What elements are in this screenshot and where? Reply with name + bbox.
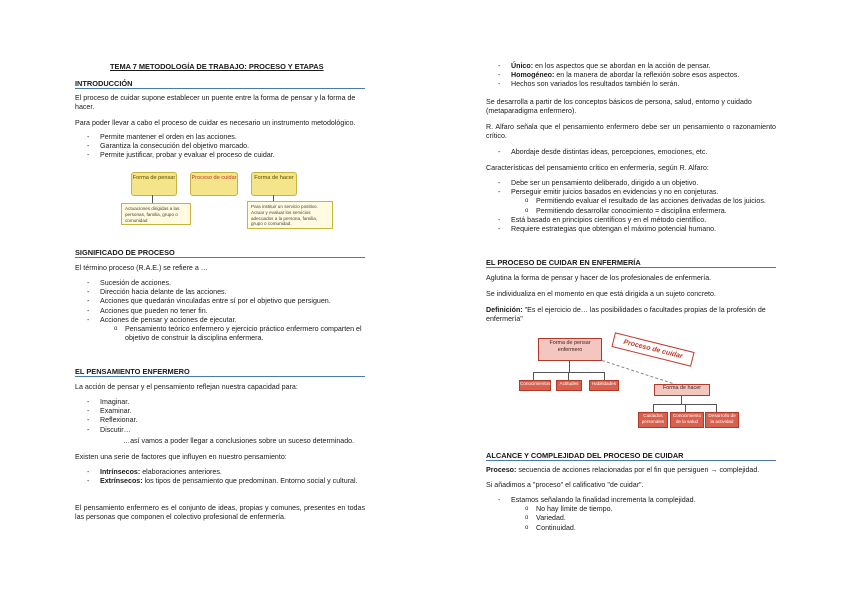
list-item: - Imaginar. (75, 398, 365, 407)
sublist-item: o Permitiendo desarrollar conocimiento = disciplina enfermera. (511, 207, 776, 216)
cuidados-box: Cuidados personales (638, 412, 668, 428)
connector-line (653, 404, 654, 412)
connector-line (681, 396, 682, 404)
list-item: - Debe ser un pensamiento deliberado, dirigido a un objetivo. (486, 179, 776, 188)
list-item: - Acciones que pueden no tener fin. (75, 307, 365, 316)
connector-line (533, 372, 605, 373)
proceso-text: secuencia de acciones relacionadas por el fin que persiguen → complejidad. (516, 466, 760, 474)
actitudes-box: Actitudes (556, 380, 582, 391)
list-item: - Está basado en principios científicos y en el método científico. (486, 216, 776, 225)
connector-line (533, 372, 534, 380)
list-item: - Permite justificar, probar y evaluar el proceso de cuidar. (75, 151, 365, 160)
item-text: Hechos son variados los resultados también lo serán. (511, 80, 680, 89)
sublist-item: o No hay límite de tiempo. (511, 505, 776, 514)
intro-paragraph-2: Para poder llevar a cabo el proceso de cuidar es necesario un instrumento metodológico. (75, 119, 356, 127)
right-paragraph-2: R. Alfaro señala que el pensamiento enfermero debe ser un pensamiento o razonamiento crítico. (486, 123, 776, 141)
item-label: Único: (511, 62, 534, 70)
list-item: - Discutir… (75, 426, 365, 435)
connector-line (716, 404, 717, 412)
proceso-label: Proceso: (486, 466, 517, 474)
definicion-label: Definición: (486, 306, 523, 314)
significado-sublist (100, 325, 365, 343)
list-item (486, 62, 776, 71)
connector-line (685, 404, 686, 412)
conocimiento-salud-box: Conocimiento de la salud (670, 412, 704, 428)
list-item (486, 80, 776, 89)
sublist-wrapper (486, 197, 776, 215)
list-item (486, 71, 776, 80)
item-label: Homogéneo: (511, 71, 555, 80)
proceso-paragraph-2: Se individualiza en el momento en que está dirigida a un sujeto concreto. (486, 290, 716, 298)
list-item: - Acciones de pensar y acciones de ejecutar. (75, 316, 365, 325)
item-text: en los aspectos que se abordan en la acción de pensar. (533, 62, 711, 70)
section-rule (75, 88, 365, 89)
factor-text: elaboraciones anteriores. (140, 468, 222, 476)
critico-sublist (511, 197, 776, 215)
section-rule (75, 376, 365, 377)
sublist-item: o Permitiendo evaluar el resultado de las acciones derivadas de los juicios. (511, 197, 776, 206)
section-rule (486, 267, 776, 268)
significado-list (75, 279, 365, 343)
pensamiento-paragraph-1: La acción de pensar y el pensamiento reflejan nuestra capacidad para: (75, 383, 298, 391)
connector-line (569, 360, 570, 372)
pensamiento-continuation: …así vamos a poder llegar a conclusiones sobre un suceso determinado. (123, 437, 355, 445)
pensar-box: Forma de pensar enfermero (538, 338, 602, 361)
caracteristicas-list (486, 62, 776, 90)
alcance-list (486, 496, 776, 533)
connector-line (568, 372, 569, 380)
sublist-wrapper (75, 325, 365, 343)
sublist-item: o Pensamiento teórico enfermero y ejercicio práctico enfermero comparten el objetivo de construir la disciplina enfermera. (100, 325, 365, 343)
significado-paragraph: El término proceso (R.A.E.) se refiere a … (75, 264, 208, 272)
definicion-text: "Es el ejercicio de… las posibilidades o facultades propias de la profesión de enfermería" (486, 306, 766, 324)
proceso-cuidar-box: Proceso de cuidar (190, 172, 238, 196)
list-item: - Reflexionar. (75, 416, 365, 425)
forma-hacer-box: Forma de hacer (251, 172, 297, 196)
sublist-item: o Continuidad. (511, 524, 776, 533)
section-rule (486, 460, 776, 461)
intro-paragraph-1: El proceso de cuidar supone establecer un puente entre la forma de pensar y la forma de hacer. (75, 94, 356, 112)
list-item: - Perseguir emitir juicios basados en evidencias y no en conjeturas. (486, 188, 776, 197)
forma-pensar-box: Forma de pensar (131, 172, 177, 196)
proceso-cuidar-stamp: Proceso de cuidar (611, 332, 694, 366)
factores-list (75, 468, 365, 486)
sublist-wrapper (486, 505, 776, 533)
section-heading-introduccion: INTRODUCCIÓN (75, 79, 133, 88)
factor-text: los tipos de pensamiento que predominan. Entorno social y cultural. (142, 477, 358, 486)
list-item: - Abordaje desde distintas ideas, percepciones, emociones, etc. (486, 148, 776, 157)
list-item: - Estamos señalando la finalidad incrementa la complejidad. (486, 496, 776, 505)
pensamiento-paragraph-3: El pensamiento enfermero es el conjunto de ideas, propias y comunes, presentes en todas las personas que componen el colectivo profesional de enfermería. (75, 504, 365, 522)
intro-list (75, 133, 365, 161)
connector-line (604, 372, 605, 380)
list-item: - Requiere estrategias que obtengan el máximo potencial humano. (486, 225, 776, 234)
right-paragraph-3: Características del pensamiento crítico en enfermería, según R. Alfaro: (486, 164, 709, 172)
alcance-paragraph-1 (486, 466, 781, 475)
list-item: - Permite mantener el orden en las acciones. (75, 133, 365, 142)
alcance-paragraph-2: Si añadimos a "proceso" el calificativo "de cuidar". (486, 481, 644, 489)
list-item: - Garantiza la consecución del objetivo marcado. (75, 142, 365, 151)
sublist-item: o Variedad. (511, 514, 776, 523)
factor-label: Intrínsecos: (100, 468, 141, 476)
section-heading-proceso: EL PROCESO DE CUIDAR EN ENFERMERÍA (486, 258, 641, 267)
list-item: - Dirección hacia delante de las acciones. (75, 288, 365, 297)
list-item: - Sucesión de acciones. (75, 279, 365, 288)
conocimientos-box: Conocimientos (519, 380, 551, 391)
list-item (75, 468, 365, 477)
list-item: - Acciones que quedarán vinculadas entre sí por el objetivo que persiguen. (75, 297, 365, 306)
hacer-box: Forma de hacer (654, 384, 710, 396)
list-item (75, 477, 365, 486)
note-box-1: Actuaciones dirigidas a las personas, familia, grupo o comunidad (121, 203, 191, 225)
pensamiento-list (75, 398, 365, 435)
alcance-sublist (511, 505, 776, 533)
section-heading-pensamiento: EL PENSAMIENTO ENFERMERO (75, 367, 190, 376)
item-text: en la manera de abordar la reflexión sobre esos aspectos. (554, 71, 740, 80)
section-rule (75, 257, 365, 258)
pensamiento-paragraph-2: Existen una serie de factores que influyen en nuestro pensamiento: (75, 453, 287, 461)
page-title: TEMA 7 METODOLOGÍA DE TRABAJO: PROCESO Y ETAPAS (110, 62, 324, 71)
connector-line (152, 195, 153, 203)
proceso-paragraph-1: Aglutina la forma de pensar y hacer de los profesionales de enfermería. (486, 274, 712, 282)
section-heading-alcance: ALCANCE Y COMPLEJIDAD DEL PROCESO DE CUIDAR (486, 451, 684, 460)
factor-label: Extrínsecos: (100, 477, 143, 486)
right-paragraph-1: Se desarrolla a partir de los conceptos básicos de persona, salud, entorno y cuidado (metaparadigma enfermero). (486, 98, 752, 116)
definicion-paragraph (486, 306, 776, 324)
section-heading-significado: SIGNIFICADO DE PROCESO (75, 248, 175, 257)
desarrollo-box: Desarrollo de la actividad (705, 412, 739, 428)
critico-list (486, 179, 776, 234)
habilidades-box: Habilidades (589, 380, 619, 391)
abordaje-list (486, 148, 776, 157)
note-box-2: Para instituir un servicio positivo. Actuar y evaluar los servicios adecuados a la persona, familia, grupo o comunidad. (247, 201, 333, 229)
list-item: - Examinar. (75, 407, 365, 416)
